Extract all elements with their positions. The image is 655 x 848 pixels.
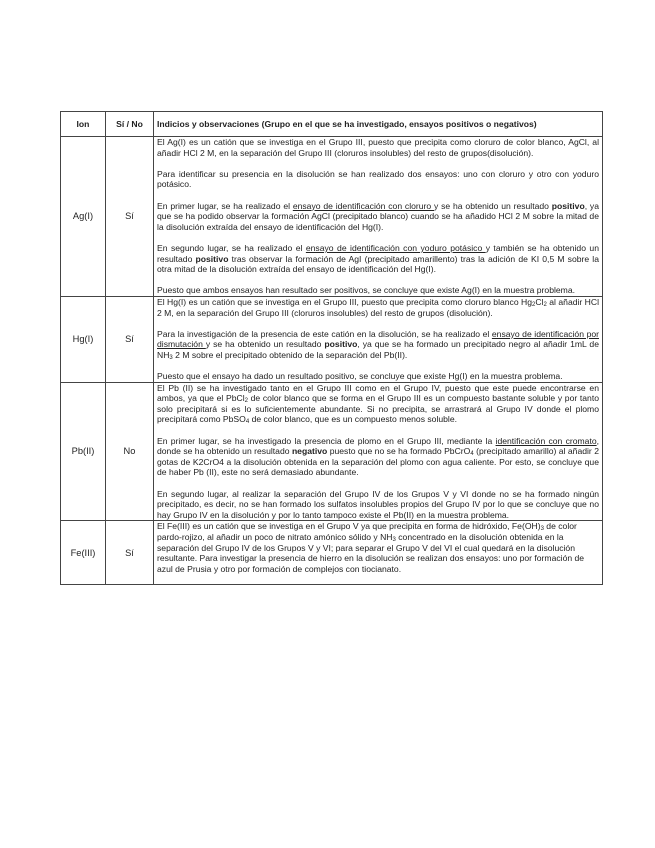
obs-text: y se ha obtenido un resultado: [434, 200, 552, 211]
obs-paragraph: Puesto que ambos ensayos han resultado ser positivos, se concluye que existe Ag(I) en la muestra problema.: [157, 285, 575, 296]
underlined-test-name: ensayo de identificación con yoduro potásico: [305, 242, 486, 253]
obs-text: El Pb (II) se ha investigado tanto en el Grupo III como en el Grupo IV, puesto que este puede encontrarse en ambos, ya que el PbCl: [157, 382, 599, 404]
obs-text: Cl: [535, 296, 544, 307]
result-cell: Sí: [106, 137, 154, 297]
obs-paragraph: [157, 436, 599, 478]
obs-text: En primer lugar, se ha realizado el: [157, 200, 293, 211]
obs-paragraph: [157, 297, 599, 318]
obs-text: al añadir HCl 2 M, en la separación del Grupo III (cloruros insolubles) del resto de grupos (disolución).: [157, 296, 600, 318]
ion-results-table: [60, 111, 603, 585]
subscript: 4: [470, 451, 474, 458]
obs-paragraph: Para identificar su presencia en la disolución se han realizado dos ensayos: uno con cloruro y otro con yoduro potásico.: [157, 168, 599, 190]
subscript: 4: [245, 419, 250, 426]
result-cell: Sí: [106, 521, 154, 585]
result-cell: No: [106, 382, 154, 521]
table-row-hg: [61, 296, 603, 382]
obs-text: y se ha obtenido un resultado: [205, 339, 325, 350]
obs-text: y también se ha obtenido un resultado: [157, 242, 599, 264]
obs-text: de color pardo-rojizo, al añadir un poco de nitrato amónico sólido y NH: [157, 521, 577, 542]
obs-text: Para la investigación de la presencia de este catión en la disolución, se ha realizado el: [157, 328, 492, 339]
table-header-row: [61, 112, 603, 137]
obs-text: concentrado en la disolución obtenida en la separación del Grupo IV de los Grupos V y VI; para separar el Grupo V del VI el cual quedará en la disolución resultante. Para investigar la presencia de hierro en la disolución se realizan dos ensayos: uno por formación de azul de Prusia y otro por formación de complejos con tiocianato.: [157, 531, 585, 574]
obs-text: 2 M sobre el precipitado obtenido de la separación del Pb(II).: [172, 349, 408, 360]
obs-text: puesto que no se ha formado PbCrO: [327, 446, 471, 457]
observations-cell: [154, 521, 603, 585]
bold-result: positivo: [551, 200, 585, 211]
obs-text: , ya que se ha podido observar la formación AgCl (precipitado blanco) cuando se ha añadido HCl 2 M sobre la mitad de la disolución extraída del ensayo de identificación del Hg(I).: [157, 200, 600, 232]
subscript: 2: [244, 398, 248, 405]
result-cell: Sí: [106, 296, 154, 382]
header-observations: Indicios y observaciones (Grupo en el que se ha investigado, ensayos positivos o negativos): [154, 112, 603, 137]
header-ion: Ion: [61, 112, 106, 137]
obs-text: tras observar la formación de AgI (precipitado amarillento) tras la adición de KI 0,5 M sobre la otra mitad de la disolución extraída del ensayo de identificación del Hg(I).: [157, 253, 599, 275]
table-row-ag: [61, 137, 603, 297]
underlined-test-name: ensayo de identificación con cloruro: [292, 200, 435, 211]
ion-cell: Hg(I): [61, 296, 106, 382]
obs-paragraph: [157, 383, 599, 425]
obs-paragraph: Puesto que el ensayo ha dado un resultado positivo, se concluye que existe Hg(I) en la muestra problema.: [157, 371, 563, 382]
subscript: 3: [169, 354, 173, 361]
obs-paragraph: [157, 329, 599, 361]
obs-text: (precipitado amarillo) al añadir 2 gotas de K2CrO4 a la disolución obtenida en la separación del plomo con agua caliente. Por esto, se concluye que de haber Pb (II), este no será demasiado abundante.: [157, 446, 599, 478]
obs-text: En segundo lugar, se ha realizado el: [157, 242, 306, 253]
obs-paragraph: [157, 243, 599, 275]
ion-cell: Ag(I): [61, 137, 106, 297]
obs-text: de color blanco, que es un compuesto menos soluble.: [249, 414, 457, 425]
bold-result: positivo: [195, 253, 229, 264]
obs-text: En primer lugar, se ha investigado la presencia de plomo en el Grupo III, mediante la: [157, 435, 496, 446]
observations-cell: [154, 137, 603, 297]
obs-paragraph: [157, 521, 599, 574]
underlined-test-name: identificación con cromato: [495, 435, 597, 446]
obs-text: El Hg(I) es un catión que se investiga en el Grupo III, puesto que precipita como cloruro blanco Hg: [157, 296, 533, 307]
subscript: 2: [543, 301, 547, 308]
obs-text: El Fe(III) es un catión que se investiga en el Grupo V ya que precipita en forma de hidróxido, Fe(OH): [157, 521, 541, 532]
obs-paragraph: En segundo lugar, al realizar la separación del Grupo IV de los Grupos V y VI donde no se ha formado ningún precipitado, es decir, no se han formado los sulfatos insolubles propios del Grupo IV por lo que se concluye que no hay Grupo IV en la disolución y por lo tanto tampoco existe el Pb(II) en la muestra problema.: [157, 488, 599, 520]
obs-paragraph: El Ag(I) es un catión que se investiga en el Grupo III, puesto que precipita como cloruro de color blanco, AgCl, al añadir HCl 2 M, en la separación del Grupo III (cloruros insolubles) del resto de grupos(disolución).: [157, 137, 599, 158]
obs-text: , donde se ha obtenido un resultado: [157, 435, 600, 457]
underlined-test-name: ensayo de identificación por dismutación: [157, 328, 599, 350]
subscript: 2: [532, 301, 536, 308]
observations-cell: [154, 296, 603, 382]
obs-text: , ya que se ha formado un precipitado negro al añadir 1mL de NH: [157, 339, 599, 360]
table-row-fe: [61, 521, 603, 585]
ion-cell: Fe(III): [61, 521, 106, 585]
bold-result: negativo: [291, 446, 328, 457]
table-row-pb: [61, 382, 603, 521]
obs-text: de color blanco que se forma en el Grupo III es un compuesto bastante soluble y por tanto solo precipitará si es lo suficientemente abundante. Si no precipita, se arrastrará al Grupo IV donde el plomo precipitará como PbSO: [157, 393, 600, 425]
header-si-no: Sí / No: [106, 112, 154, 137]
ion-cell: Pb(II): [61, 382, 106, 521]
bold-result: positivo: [324, 339, 358, 350]
obs-paragraph: [157, 201, 599, 233]
subscript: 3: [392, 536, 396, 543]
observations-cell: [154, 382, 603, 521]
subscript: 3: [540, 526, 544, 533]
